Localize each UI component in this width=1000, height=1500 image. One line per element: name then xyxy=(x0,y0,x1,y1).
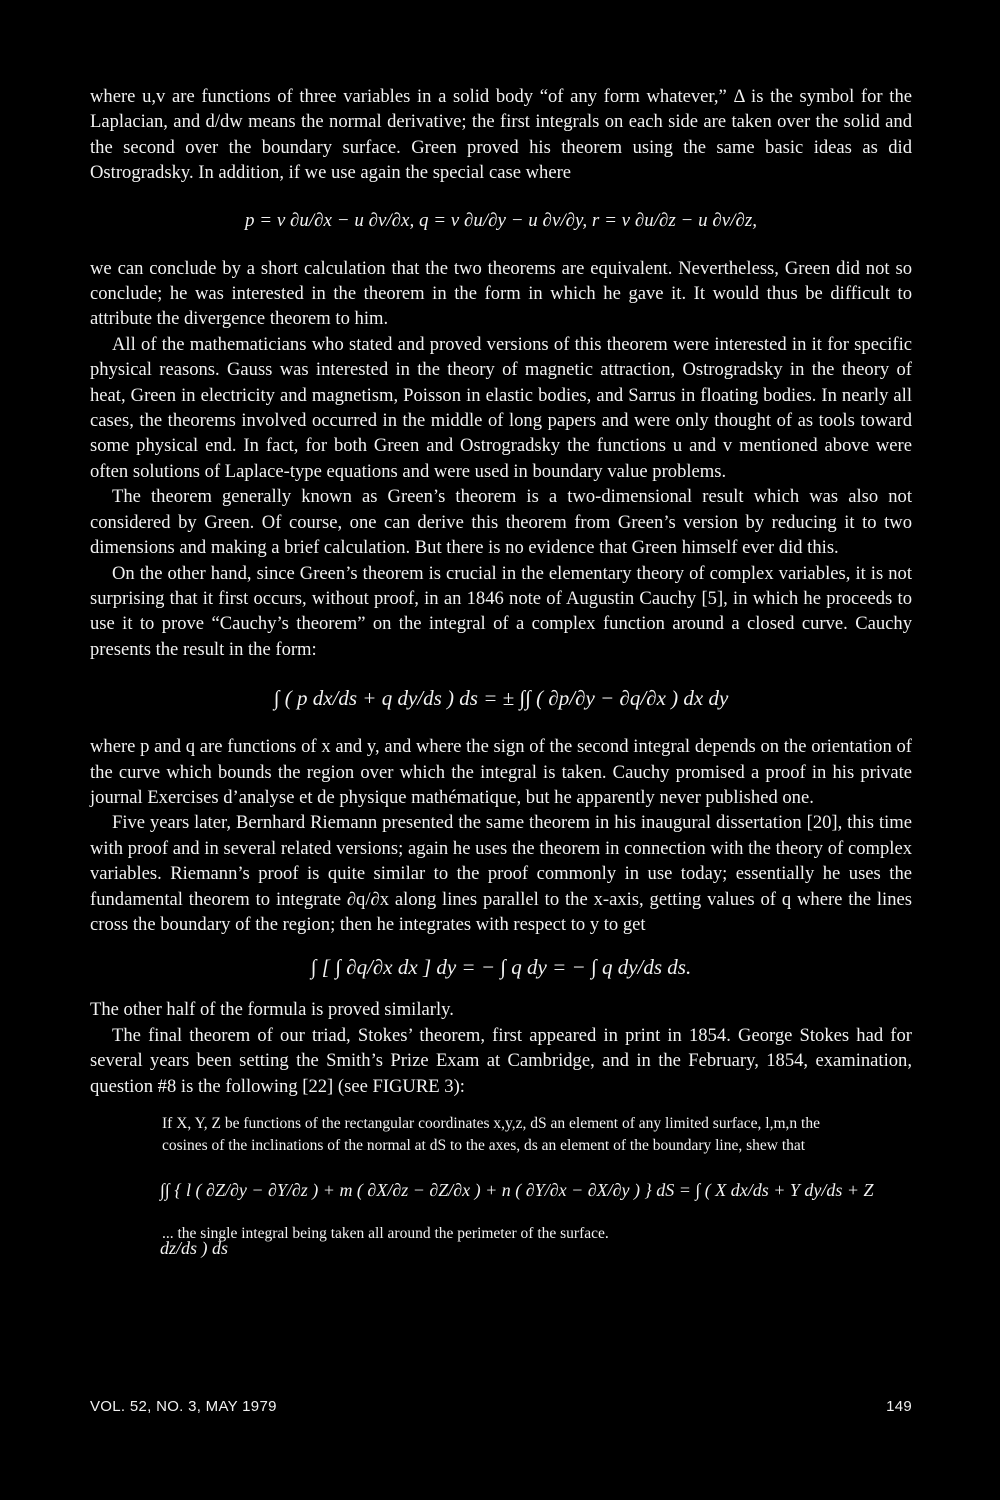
paragraph-5: On the other hand, since Green’s theorem is crucial in the elementary theory of complex variables, it is not surprising that it first occurs, without proof, in an 1846 note of Augustin Cauchy [5], in which he proceeds to use it to prove “Cauchy’s theorem” on the integral of a complex function around a closed curve. Cauchy presents the result in the form: xyxy=(90,562,912,660)
page-number: 149 xyxy=(886,1398,912,1415)
paragraph-3: All of the mathematicians who stated and proved versions of this theorem were interested in it for specific physical reasons. Gauss was interested in the theory of magnetic attraction, Ostrogradsky in the theory of heat, Green in electricity and magnetism, Poisson in elastic bodies, and Sarrus in floating bodies. In nearly all cases, the theorems involved occurred in the middle of long papers and were only thought of as tools toward some physical end. In fact, for both Green and Ostrogradsky the functions u and v mentioned above were often solutions of Laplace-type equations and were used in boundary value problems. xyxy=(90,333,912,482)
paragraph-6: where p and q are functions of x and y, and where the sign of the second integral depends on the orientation of the curve which bounds the region over which the integral is taken. Cauchy promised a proof in his private journal Exercises d’analyse et de physique mathématique, but he apparently never published one. xyxy=(90,736,912,808)
paragraph-4: The theorem generally known as Green’s theorem is a two-dimensional result which was also not considered by Green. Of course, one can derive this theorem from Green’s version by reducing it to two dimensions and making a brief calculation. But there is no evidence that Green himself ever did this. xyxy=(90,486,912,559)
journal-issue: VOL. 52, NO. 3, MAY 1979 xyxy=(90,1398,277,1415)
equation-stokes: ∫∫ { l ( ∂Z/∂y − ∂Y/∂z ) + m ( ∂X/∂z − ∂Z/∂x ) + n ( ∂Y/∂x − ∂X/∂y ) } dS = ∫ ( X dx/ds + Y dy/ds + Z dz/ds ) ds xyxy=(160,1180,874,1258)
equation-pqr: p = v ∂u/∂x − u ∂v/∂x, q = v ∂u/∂y − u ∂v/∂y, r = v ∂u/∂z − u ∂v/∂z, xyxy=(245,209,757,231)
paragraph-7: Five years later, Bernhard Riemann presented the same theorem in his inaugural dissertation [20], this time with proof and in several related versions; again he uses the theorem in connection with the theory of complex variables. Riemann’s proof is quite similar to the proof commonly in use today; essentially he uses the fundamental theorem to integrate ∂q/∂x along lines parallel to the x-axis, getting values of q where the lines cross the boundary of the region; then he integrates with respect to y to get xyxy=(90,812,912,935)
stokes-exam-quote: If X, Y, Z be functions of the rectangular coordinates x,y,z, dS an element of any limited surface, l,m,n the cosines of the inclinations of the normal at dS to the axes, ds an element of the boundary line, shew that xyxy=(162,1115,820,1154)
stokes-quote-end: ... the single integral being taken all around the perimeter of the surface. xyxy=(162,1225,609,1242)
paragraph-2: we can conclude by a short calculation that the two theorems are equivalent. Nevertheless, Green did not so conclude; he was interested in the theorem in the form in which he gave it. It would thus be difficult to attribute the divergence theorem to him. xyxy=(90,257,912,330)
paragraph-8: The other half of the formula is proved similarly. xyxy=(90,999,454,1021)
equation-cauchy: ∫ ( p dx/ds + q dy/ds ) ds = ± ∫∫ ( ∂p/∂y − ∂q/∂x ) dx dy xyxy=(273,686,729,711)
body-text xyxy=(90,84,912,1258)
paragraph-1: where u,v are functions of three variables in a solid body “of any form whatever,” Δ is the symbol for the Laplacian, and d/dw means the normal derivative; the first integrals on each side are taken over the solid and the second over the boundary surface. Green proved his theorem using the same basic ideas as did Ostrogradsky. In addition, if we use again the special case where xyxy=(90,86,912,184)
paragraph-9: The final theorem of our triad, Stokes’ theorem, first appeared in print in 1854. George Stokes had for several years been setting the Smith’s Prize Exam at Cambridge, and in the February, 1854, examination, question #8 is the following [22] (see FIGURE 3): xyxy=(90,1024,912,1097)
equation-riemann: ∫ [ ∫ ∂q/∂x dx ] dy = − ∫ q dy = − ∫ q dy/ds ds. xyxy=(310,955,692,980)
